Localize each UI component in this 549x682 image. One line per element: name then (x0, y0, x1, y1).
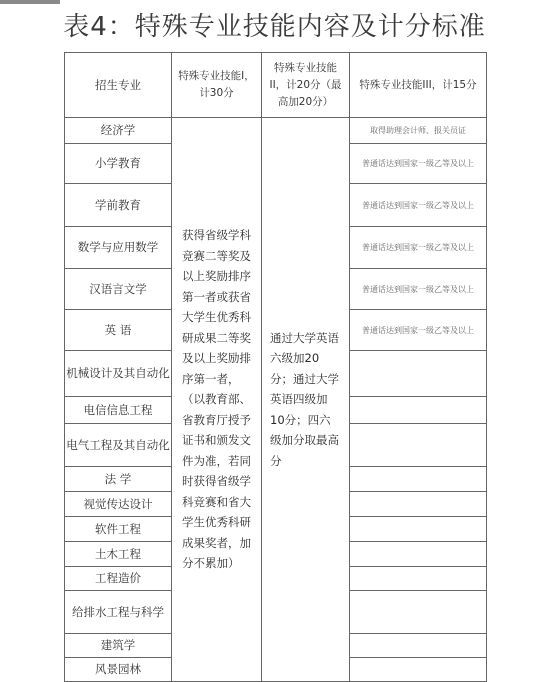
major-cell: 机械设计及其自动化 (65, 351, 172, 397)
top-edge-mark (0, 0, 60, 4)
major-cell: 电信信息工程 (65, 397, 172, 424)
header-skill-3: 特殊专业技能III，计15分 (350, 53, 487, 118)
skill-3-cell: 普通话达到国家一级乙等及以上 (350, 269, 487, 310)
major-cell: 小学教育 (65, 144, 172, 184)
scoring-table (64, 52, 487, 682)
major-cell: 土木工程 (65, 542, 172, 567)
skill-3-cell (350, 492, 487, 517)
skill-3-cell (350, 467, 487, 492)
skill-3-cell (350, 397, 487, 424)
skill-1-cell: 获得省级学科竞赛二等奖及以上奖励排序第一者或获省大学生优秀科研成果二等奖及以上奖励排序第一者，（以教育部、省教育厅授予证书和颁发文件为准，若同时获得省级学科竞赛和省大学生优秀科研成果奖者，加分不累加） (172, 118, 262, 682)
major-cell: 汉语言文学 (65, 269, 172, 310)
skill-3-cell (350, 542, 487, 567)
skill-2-cell: 通过大学英语六级加20分；通过大学英语四级加10分；四六级加分取最高分 (262, 118, 350, 682)
header-major: 招生专业 (65, 53, 172, 118)
skill-3-cell: 普通话达到国家一级乙等及以上 (350, 144, 487, 184)
major-cell: 数学与应用数学 (65, 227, 172, 269)
major-cell: 英 语 (65, 310, 172, 351)
skill-3-cell (350, 634, 487, 658)
major-cell: 经济学 (65, 118, 172, 144)
major-cell: 视觉传达设计 (65, 492, 172, 517)
page-title: 表4：特殊专业技能内容及计分标准 (63, 12, 486, 42)
table-row (65, 118, 487, 144)
major-cell: 建筑学 (65, 634, 172, 658)
major-cell: 电气工程及其自动化 (65, 424, 172, 467)
major-cell: 给排水工程与科学 (65, 591, 172, 634)
skill-3-cell (350, 517, 487, 542)
header-skill-1: 特殊专业技能I，计30分 (172, 53, 262, 118)
skill-3-cell (350, 658, 487, 682)
major-cell: 软件工程 (65, 517, 172, 542)
major-cell: 风景园林 (65, 658, 172, 682)
skill-3-cell: 普通话达到国家一级乙等及以上 (350, 227, 487, 269)
header-skill-2: 特殊专业技能II，计20分（最高加20分） (262, 53, 350, 118)
skill-3-cell (350, 424, 487, 467)
skill-3-cell: 取得助理会计师、报关员证 (350, 118, 487, 144)
skill-3-cell (350, 567, 487, 591)
skill-3-cell (350, 351, 487, 397)
skill-3-cell: 普通话达到国家一级乙等及以上 (350, 310, 487, 351)
major-cell: 法 学 (65, 467, 172, 492)
skill-3-cell (350, 591, 487, 634)
major-cell: 工程造价 (65, 567, 172, 591)
skill-3-cell: 普通话达到国家一级乙等及以上 (350, 184, 487, 227)
major-cell: 学前教育 (65, 184, 172, 227)
table-header-row (65, 53, 487, 118)
